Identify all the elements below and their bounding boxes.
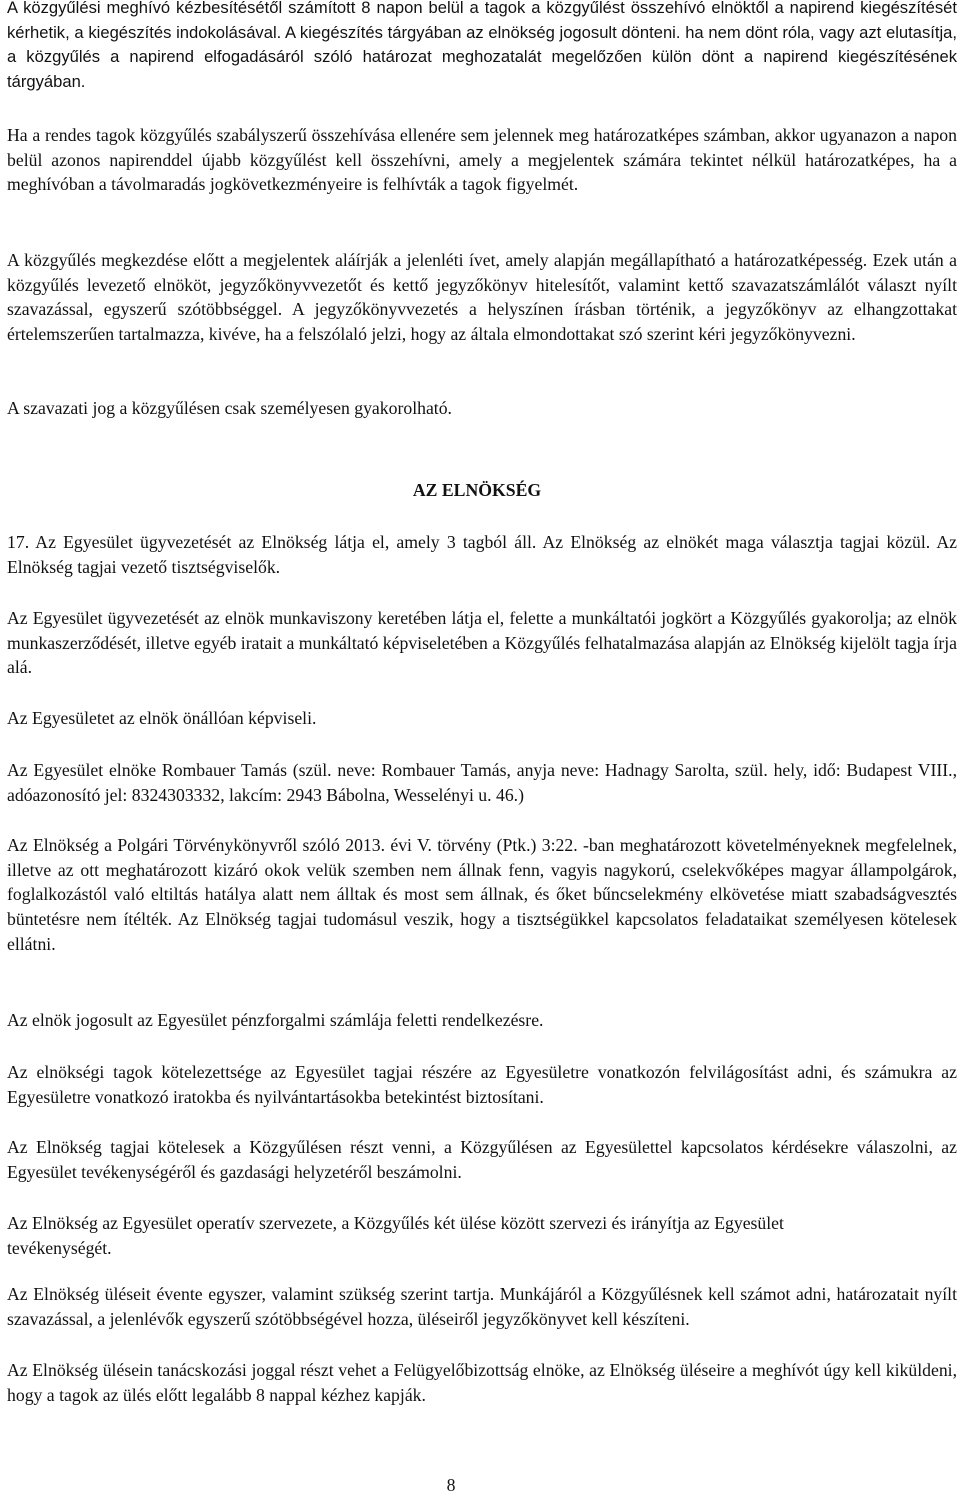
paragraph-management: Az Egyesület ügyvezetését az elnök munkaviszony keretében látja el, felette a munkáltatói jogkört a Közgyűlés gyakorolja; az elnök munkaszerződését, illetve egyéb iratait a munkáltató képviseletében a Közgyűlés felhatalmazása alapján az Elnökség kijelölt tagja írja alá. [7, 608, 957, 678]
paragraph-article-17: 17. Az Egyesület ügyvezetését az Elnökség látja el, amely 3 tagból áll. Az Elnökség az elnökét maga választja tagjai közül. Az Elnökség tagjai vezető tisztségviselők. [7, 532, 957, 577]
paragraph-assembly-duty: Az Elnökség tagjai kötelesek a Közgyűlésen részt venni, a Közgyűlésen az Egyesülettel kapcsolatos kérdésekre válaszolni, az Egyesület tevékenységéről és gazdasági helyzetéről beszámolni. [7, 1137, 957, 1182]
paragraph-supervisory-board: Az Elnökség ülésein tanácskozási joggal részt vehet a Felügyelőbizottság elnöke, az Elnökség üléseire a meghívót úgy kell kiküldeni, hogy a tagok az ülés előtt legalább 8 nappal kézhez kapják. [7, 1360, 957, 1405]
paragraph-president-details: Az Egyesület elnöke Rombauer Tamás (szül. neve: Rombauer Tamás, anyja neve: Hadnagy Sarolta, szül. hely, idő: Budapest VIII., adóazonosító jel: 8324303332, lakcím: 2943 Bábolna, Wesselényi u. 46.) [7, 760, 957, 805]
paragraph-agenda-supplement: A közgyűlési meghívó kézbesítésétől számított 8 napon belül a tagok a közgyűlést összehívó elnöktől a napirend kiegészítését kérhetik, a kiegészítés indokolásával. A kiegészítés tárgyában az elnökség jogosult dönteni. ha nem dönt róla, vagy azt elutasítja, a közgyűlés a napirend elfogadásáról szóló határozat meghozatalát megelőzően külön dönt a napirend kiegészítésének tárgyában. [7, 0, 957, 92]
paragraph-bank-account: Az elnök jogosult az Egyesület pénzforgalmi számlája feletti rendelkezésre. [7, 1010, 544, 1030]
paragraph-operative-body: Az Elnökség az Egyesület operatív szervezete, a Közgyűlés két ülése között szervezi és irányítja az Egyesület tevékenységét. [7, 1213, 784, 1258]
paragraph-board-meetings: Az Elnökség üléseit évente egyszer, valamint szükség szerint tartja. Munkájáról a Közgyűlésnek kell számot adni, határozatait nyílt szavazással, a jelenlévők egyszerű szótöbbségével hozza, üléseiről jegyzőkönyvet kell készíteni. [7, 1284, 957, 1329]
paragraph-civil-code-requirements: Az Elnökség a Polgári Törvénykönyvről szóló 2013. évi V. törvény (Ptk.) 3:22. -ban meghatározott követelményeknek megfelelnek, illetve az ott meghatározott kizáró okok velük szemben nem állnak fenn, vagyis nagykorú, cselekvőképes magyar állampolgárok, foglalkozástól való eltiltás hatálya alatt nem álltak és most sem állnak, és őket bűncselekmény elkövetése miatt szabadságvesztés büntetésre nem ítélték. Az Elnökség tagjai tudomásul veszik, hogy a tisztségükkel kapcsolatos feladataikat személyesen kötelesek ellátni. [7, 835, 957, 954]
paragraph-repeated-meeting: Ha a rendes tagok közgyűlés szabályszerű összehívása ellenére sem jelennek meg határozatképes számban, akkor ugyanazon a napon belül azonos napirenddel újabb közgyűlést kell összehívni, amely a megjelentek számára tekintet nélkül határozatképes, ha a meghívóban a távolmaradás jogkövetkezményeire is felhívták a tagok figyelmét. [7, 125, 957, 195]
paragraph-voting-right: A szavazati jog a közgyűlésen csak személyesen gyakorolható. [7, 398, 452, 418]
page-number: 8 [446, 1475, 456, 1495]
paragraph-meeting-opening: A közgyűlés megkezdése előtt a megjelentek aláírják a jelenléti ívet, amely alapján megállapítható a határozatképesség. Ezek után a közgyűlés levezető elnököt, jegyzőkönyvvezetőt és kettő jegyzőkönyv hitelesítőt, valamint kettő szavazatszámlálót választ nyílt szavazással, egyszerű szótöbbséggel. A jegyzőkönyvvezetés a helyszínen írásban történik, a jegyzőkönyv az elhangzottakat értelemszerűen tartalmazza, kivéve, ha a felszólaló jelzi, hogy az általa elmondottakat szó szerint kéri jegyzőkönyvezni. [7, 250, 957, 345]
section-heading-board: AZ ELNÖKSÉG [412, 480, 542, 500]
paragraph-information-duty: Az elnökségi tagok kötelezettsége az Egyesület tagjai részére az Egyesületre vonatkozón felvilágosítást adni, és számukra az Egyesületre vonatkozó iratokba és nyilvántartásokba betekintést biztosítani. [7, 1062, 957, 1107]
paragraph-representation: Az Egyesületet az elnök önállóan képviseli. [7, 708, 317, 728]
